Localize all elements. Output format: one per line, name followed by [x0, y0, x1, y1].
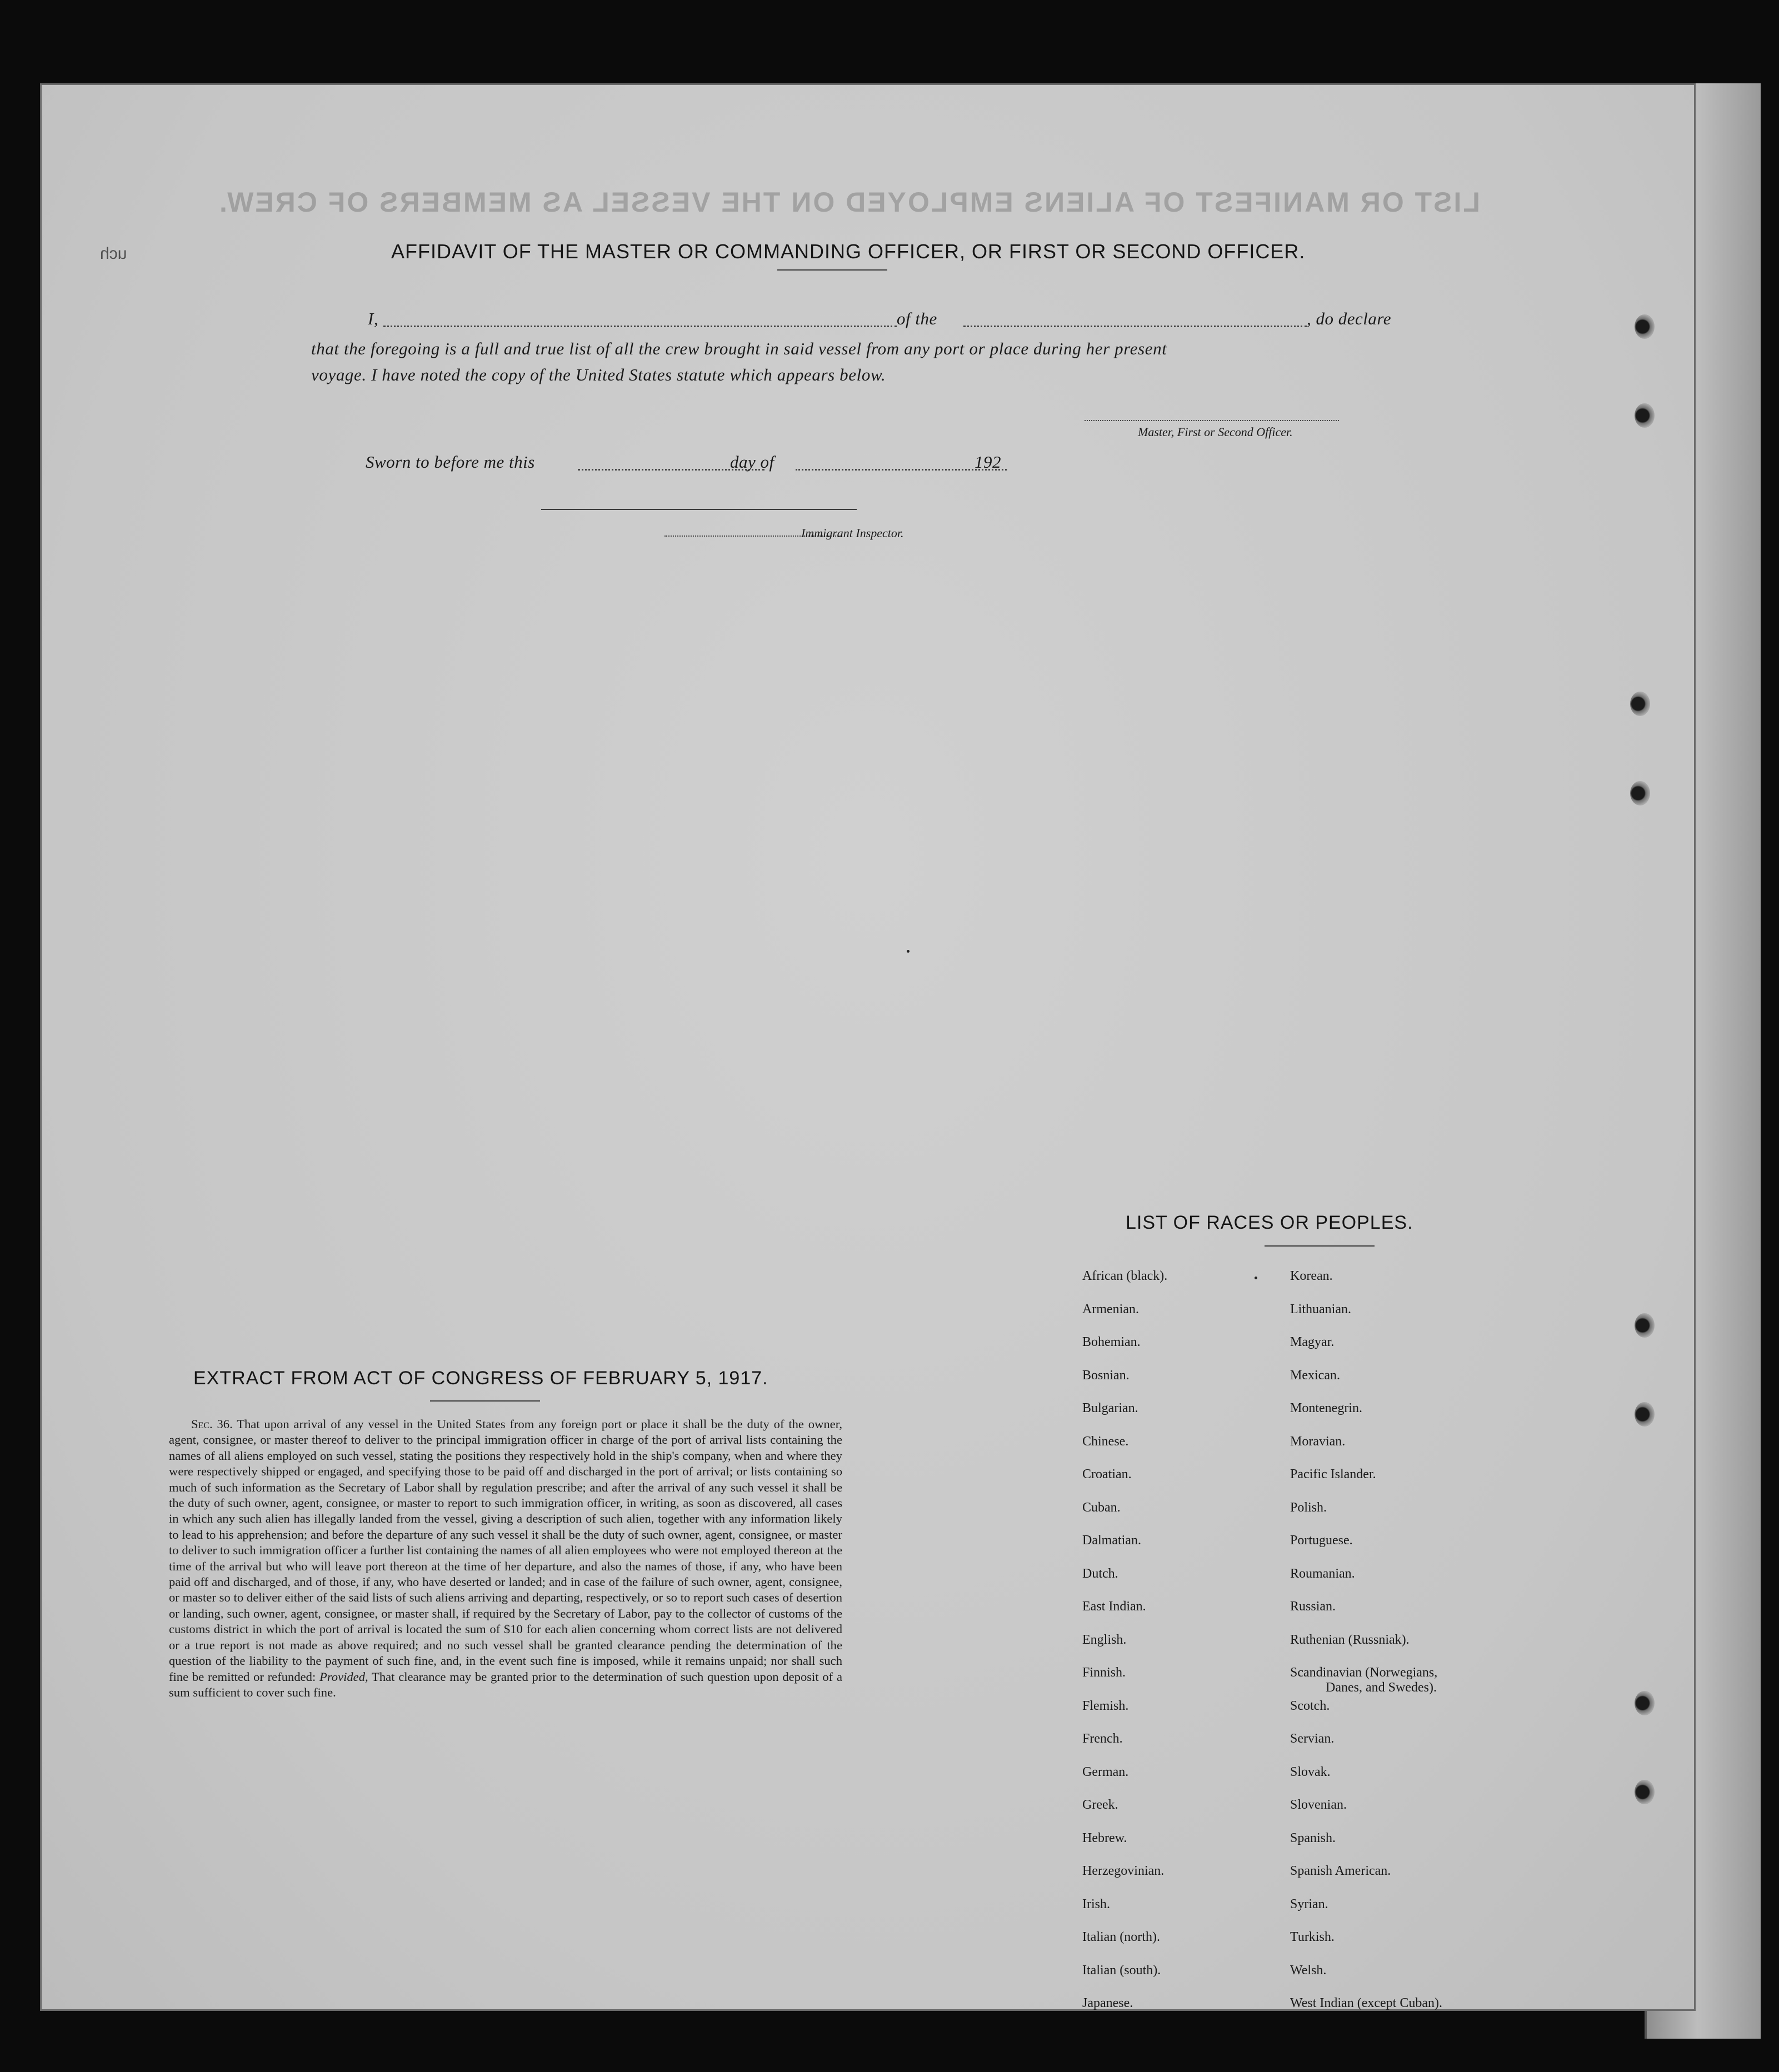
race-entry: Irish. — [1082, 1896, 1110, 1911]
race-entry: Spanish. — [1290, 1830, 1336, 1845]
race-entry: Welsh. — [1290, 1963, 1327, 1978]
section-text: That upon arrival of any vessel in the United States from any foreign port or place it shall be the duty of the owner, agent, consignee, or master thereof to deliver to the principal immigration officer in charge of the port of arrival lists containing the names of all aliens employed on such vessel, stating the positions they respectively hold in the ship's company, when and where they were respectively shipped or engaged, and specifying those to be paid off and discharged in the port of arrival; or lists containing so much of such information as the Secretary of Labor shall by regulation prescribe; and after the arrival of any such vessel it shall be the duty of such owner, agent, consignee, or master to report to such immigration officer, in writing, as soon as discovered, all cases in which any such alien has illegally landed from the vessel, giving a description of such alien, together with any information likely to lead to his apprehension; and before the departure of any such vessel it shall be the duty of such owner, agent, consignee, or master to deliver to such immigration officer a further list containing the names of all alien employees who were not employed thereon at the time of the arrival but who will leave port thereon at the time of her departure, and also the names of those, if any, who have been paid off and discharged, and of those, if any, who have deserted or landed; and in case of the failure of such owner, agent, consignee, or master so to deliver either of the said lists of such aliens arriving and departing, respectively, or so to report such cases of desertion or landing, such owner, agent, consignee, or master shall, if required by the Secretary of Labor, pay to the collector of customs of the customs district in which the port of arrival is located the sum of $10 for each alien concerning whom correct lists are not delivered or a true report is not made as above required; and no such vessel shall be granted clearance pending the determination of the question of the liability to the payment of such fine, and, in the event such fine is imposed, while it remains unpaid; nor shall such fine be remitted or refunded: — [169, 1417, 842, 1684]
race-entry: Scotch. — [1290, 1698, 1330, 1713]
race-entry: Mexican. — [1290, 1368, 1340, 1383]
race-entry: Bulgarian. — [1082, 1401, 1138, 1415]
affidavit-of-the: of the — [897, 309, 937, 328]
races-title-rule — [1265, 1245, 1375, 1247]
race-entry: Slovenian. — [1290, 1798, 1347, 1812]
race-entry: Bosnian. — [1082, 1368, 1130, 1383]
race-entry: Croatian. — [1082, 1467, 1132, 1482]
race-entry: Spanish American. — [1290, 1864, 1391, 1878]
punch-hole — [1635, 1402, 1655, 1427]
race-entry: Bohemian. — [1082, 1335, 1141, 1349]
sworn-year: 192 — [975, 452, 1001, 472]
race-entry: Dutch. — [1082, 1566, 1118, 1581]
race-entry: Slovak. — [1290, 1764, 1331, 1779]
affidavit-do-declare: , do declare — [1307, 309, 1392, 328]
race-entry: Montenegrin. — [1290, 1401, 1362, 1415]
race-entry: Chinese. — [1082, 1434, 1129, 1449]
race-entry: Pacific Islander. — [1290, 1467, 1376, 1482]
race-entry: East Indian. — [1082, 1599, 1146, 1614]
race-entry: Flemish. — [1082, 1698, 1129, 1713]
affidavit-line-2: that the foregoing is a full and true list of all the crew brought in said vessel from any port or place during her present — [311, 339, 1167, 358]
affidavit-line-3: voyage. I have noted the copy of the United States statute which appears below. — [311, 365, 886, 384]
officer-signature-caption: Master, First or Second Officer. — [1138, 425, 1293, 439]
race-entry: Italian (north). — [1082, 1930, 1160, 1944]
inspector-signature-line — [541, 509, 857, 510]
race-entry: Finnish. — [1082, 1665, 1126, 1680]
punch-hole — [1635, 1780, 1655, 1804]
paper-speck — [1255, 1277, 1257, 1279]
race-entry: Moravian. — [1290, 1434, 1346, 1449]
race-entry: African (black). — [1082, 1269, 1168, 1283]
section-text-end: That clearance may be granted prior to the determination of such question upon deposit of a sum sufficient to cover such fine. — [169, 1669, 842, 1699]
officer-signature-line — [1085, 420, 1339, 421]
extract-title: EXTRACT FROM ACT OF CONGRESS OF FEBRUARY 5, 1917. — [193, 1368, 768, 1389]
races-right-column — [1290, 1269, 1535, 2011]
punch-hole — [1630, 781, 1650, 805]
race-entry-scandinavian — [1290, 1665, 1535, 1699]
punch-hole — [1635, 1313, 1655, 1338]
affidavit-i: I, — [368, 309, 379, 328]
punch-hole — [1635, 1691, 1655, 1715]
manifest-back-page — [40, 83, 1696, 2011]
paper-speck — [907, 950, 910, 953]
race-entry: Korean. — [1290, 1269, 1333, 1283]
race-entry: Roumanian. — [1290, 1566, 1355, 1581]
race-entry: Japanese. — [1082, 1996, 1133, 2010]
sworn-prefix: Sworn to before me this — [366, 452, 535, 472]
race-entry: Herzegovinian. — [1082, 1864, 1165, 1878]
punch-hole — [1635, 314, 1655, 339]
sworn-day-of: day of — [730, 452, 774, 472]
races-left-column — [1082, 1269, 1316, 2011]
scandinavian-line-2: Danes, and Swedes). — [1326, 1680, 1437, 1695]
race-entry: Italian (south). — [1082, 1963, 1161, 1978]
race-entry: Magyar. — [1290, 1335, 1335, 1349]
bleed-through-header: LIST OR MANIFEST OF ALIENS EMPLOYED ON THE VESSEL AS MEMBERS OF CREW. — [218, 187, 1480, 218]
race-entry: Ruthenian (Russniak). — [1290, 1632, 1410, 1647]
race-entry: West Indian (except Cuban). — [1290, 1996, 1442, 2010]
race-entry: Polish. — [1290, 1500, 1327, 1515]
race-entry: French. — [1082, 1731, 1123, 1746]
inspector-caption: Immigrant Inspector. — [801, 526, 904, 540]
extract-section-36 — [169, 1417, 842, 1700]
master-name-blank — [383, 326, 897, 327]
punch-hole — [1630, 692, 1650, 716]
race-entry: Portuguese. — [1290, 1533, 1353, 1548]
vessel-name-blank — [963, 326, 1307, 327]
race-entry: Greek. — [1082, 1798, 1118, 1812]
section-label: Sec. 36. — [191, 1417, 233, 1431]
race-entry: Dalmatian. — [1082, 1533, 1141, 1548]
race-entry: Armenian. — [1082, 1302, 1139, 1317]
extract-title-rule — [430, 1400, 540, 1402]
race-entry: Cuban. — [1082, 1500, 1121, 1515]
affidavit-title: AFFIDAVIT OF THE MASTER OR COMMANDING OFFICER, OR FIRST OR SECOND OFFICER. — [391, 240, 1306, 263]
affidavit-title-rule — [777, 269, 887, 271]
race-entry: English. — [1082, 1632, 1127, 1647]
race-entry: Hebrew. — [1082, 1830, 1127, 1845]
punch-hole — [1635, 403, 1655, 428]
section-provided: Provided, — [319, 1669, 368, 1684]
race-entry: Turkish. — [1290, 1930, 1335, 1944]
race-entry: Lithuanian. — [1290, 1302, 1351, 1317]
scandinavian-line-1: Scandinavian (Norwegians, — [1290, 1665, 1438, 1680]
bleed-through-edge-fragment: uch — [100, 244, 127, 263]
race-entry: Russian. — [1290, 1599, 1336, 1614]
race-entry: Syrian. — [1290, 1896, 1328, 1911]
race-entry: German. — [1082, 1764, 1129, 1779]
race-entry: Servian. — [1290, 1731, 1335, 1746]
races-title: LIST OF RACES OR PEOPLES. — [1126, 1212, 1413, 1233]
